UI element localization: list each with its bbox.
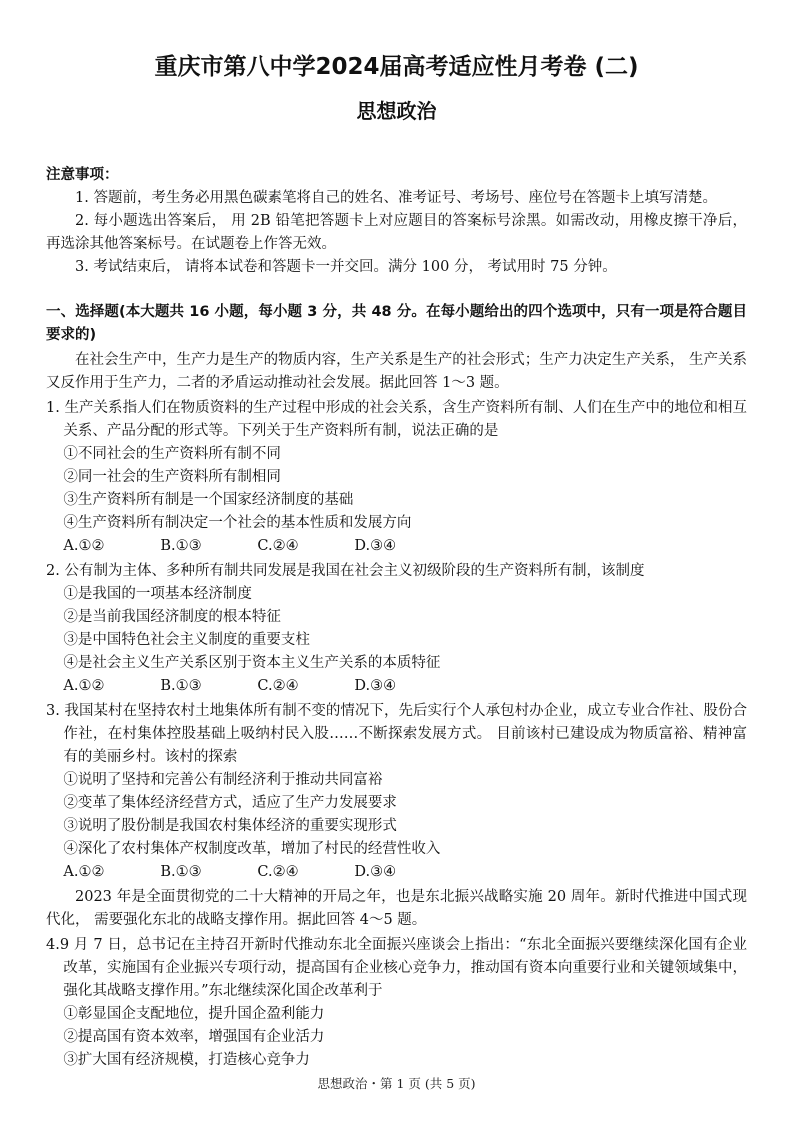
question-1-option-2: ②同一社会的生产资料所有制相同: [63, 469, 281, 485]
passage-1: 在社会生产中，生产力是生产的物质内容，生产关系是生产的社会形式；生产力决定生产关系， 生产关系又反作用于生产力，二者的矛盾运动推动社会发展。据此回答 1〜3 题。: [46, 352, 747, 391]
question-2-option-2: ②是当前我国经济制度的根本特征: [63, 609, 281, 625]
question-3-choice-c: C.②④: [257, 864, 299, 880]
question-2-number: 2.: [46, 563, 60, 579]
question-3: [46, 700, 747, 884]
question-1-choice-d: D.③④: [354, 538, 397, 554]
question-2-option-1: ①是我国的一项基本经济制度: [63, 586, 252, 602]
question-4-option-1: ①彰显国企支配地位，提升国企盈利能力: [63, 1006, 325, 1022]
question-1: [46, 397, 747, 558]
question-3-choice-d: D.③④: [354, 864, 397, 880]
question-1-option-3: ③生产资料所有制是一个国家经济制度的基础: [63, 492, 354, 508]
question-3-choices: [63, 861, 747, 884]
page-footer: 思想政治・第 1 页 (共 5 页): [317, 1076, 476, 1091]
passage-2: 2023 年是全面贯彻党的二十大精神的开局之年，也是东北振兴战略实施 20 周年。新时代推进中国式现代化， 需要强化东北的战略支撑作用。据此回答 4〜5 题。: [46, 889, 747, 928]
question-2-choice-b: B.①③: [160, 678, 202, 694]
question-1-number: 1.: [46, 400, 60, 416]
page-subtitle: 思想政治: [356, 99, 437, 123]
notice-item-1: 1. 答题前，考生务必用黑色碳素笔将自己的姓名、准考证号、考场号、座位号在答题卡上填写清楚。: [75, 190, 717, 206]
question-4: [46, 934, 747, 1072]
question-3-option-2: ②变革了集体经济经营方式，适应了生产力发展要求: [63, 795, 397, 811]
question-3-choice-b: B.①③: [160, 864, 202, 880]
question-2-text: 公有制为主体、多种所有制共同发展是我国在社会主义初级阶段的生产资料所有制，该制度: [59, 563, 645, 579]
question-1-choice-c: C.②④: [257, 538, 299, 554]
question-2-option-3: ③是中国特色社会主义制度的重要支柱: [63, 632, 310, 648]
notice-item-2: 2. 每小题选出答案后， 用 2B 铅笔把答题卡上对应题目的答案标号涂黑。如需改动，用橡皮擦干净后，再选涂其他答案标号。在试题卷上作答无效。: [46, 213, 747, 252]
question-2-stem: [46, 560, 747, 583]
notice-item-3: 3. 考试结束后， 请将本试卷和答题卡一并交回。满分 100 分， 考试用时 75 分钟。: [75, 259, 617, 275]
question-1-choices: [63, 535, 747, 558]
question-2: [46, 560, 747, 698]
question-1-stem: [46, 397, 747, 443]
question-3-option-3: ③说明了股份制是我国农村集体经济的重要实现形式: [63, 818, 397, 834]
question-3-option-1: ①说明了坚持和完善公有制经济利于推动共同富裕: [63, 772, 383, 788]
question-3-option-4: ④深化了农村集体产权制度改革，增加了村民的经营性收入: [63, 841, 441, 857]
notice-heading: 注意事项：: [46, 167, 119, 183]
question-1-text: 生产关系指人们在物质资料的生产过程中形成的社会关系，含生产资料所有制、人们在生产中的地位和相互关系、产品分配的形式等。下列关于生产资料所有制，说法正确的是: [59, 400, 747, 439]
question-3-stem: [46, 700, 747, 769]
question-3-text: 我国某村在坚持农村土地集体所有制不变的情况下，先后实行个人承包村办企业，成立专业合作社、股份合作社，在村集体控股基础上吸纳村民入股……不断探索发展方式。 目前该村已建设成为物质富裕、精神富有的美丽乡村。该村的探索: [59, 703, 747, 765]
section-heading: 一、选择题(本大题共 16 小题，每小题 3 分，共 48 分。在每小题给出的四个选项中，只有一项是符合题目要求的): [46, 304, 747, 343]
page-title: 重庆市第八中学2024届高考适应性月考卷 (二): [154, 54, 639, 80]
question-3-number: 3.: [46, 703, 60, 719]
question-4-stem: [46, 934, 747, 1003]
notice-section: [46, 164, 747, 279]
question-3-choice-a: A.①②: [63, 864, 105, 880]
question-2-choices: [63, 675, 747, 698]
question-1-option-1: ①不同社会的生产资料所有制不同: [63, 446, 281, 462]
question-4-number: 4.: [46, 937, 60, 953]
question-4-option-3: ③扩大国有经济规模，打造核心竞争力: [63, 1052, 310, 1068]
question-4-option-2: ②提高国有资本效率，增强国有企业活力: [63, 1029, 325, 1045]
question-1-choice-a: A.①②: [63, 538, 105, 554]
question-2-choice-a: A.①②: [63, 678, 105, 694]
question-1-option-4: ④生产资料所有制决定一个社会的基本性质和发展方向: [63, 515, 412, 531]
question-1-choice-b: B.①③: [160, 538, 202, 554]
question-2-option-4: ④是社会主义生产关系区别于资本主义生产关系的本质特征: [63, 655, 441, 671]
question-4-text: 9 月 7 日，总书记在主持召开新时代推动东北全面振兴座谈会上指出：“东北全面振兴要继续深化国有企业改革，实施国有企业振兴专项行动，提高国有企业核心竞争力，推动国有资本向重要行业和关键领域集中，强化其战略支撑作用。”东北继续深化国企改革利于: [59, 937, 747, 999]
question-2-choice-d: D.③④: [354, 678, 397, 694]
question-2-choice-c: C.②④: [257, 678, 299, 694]
